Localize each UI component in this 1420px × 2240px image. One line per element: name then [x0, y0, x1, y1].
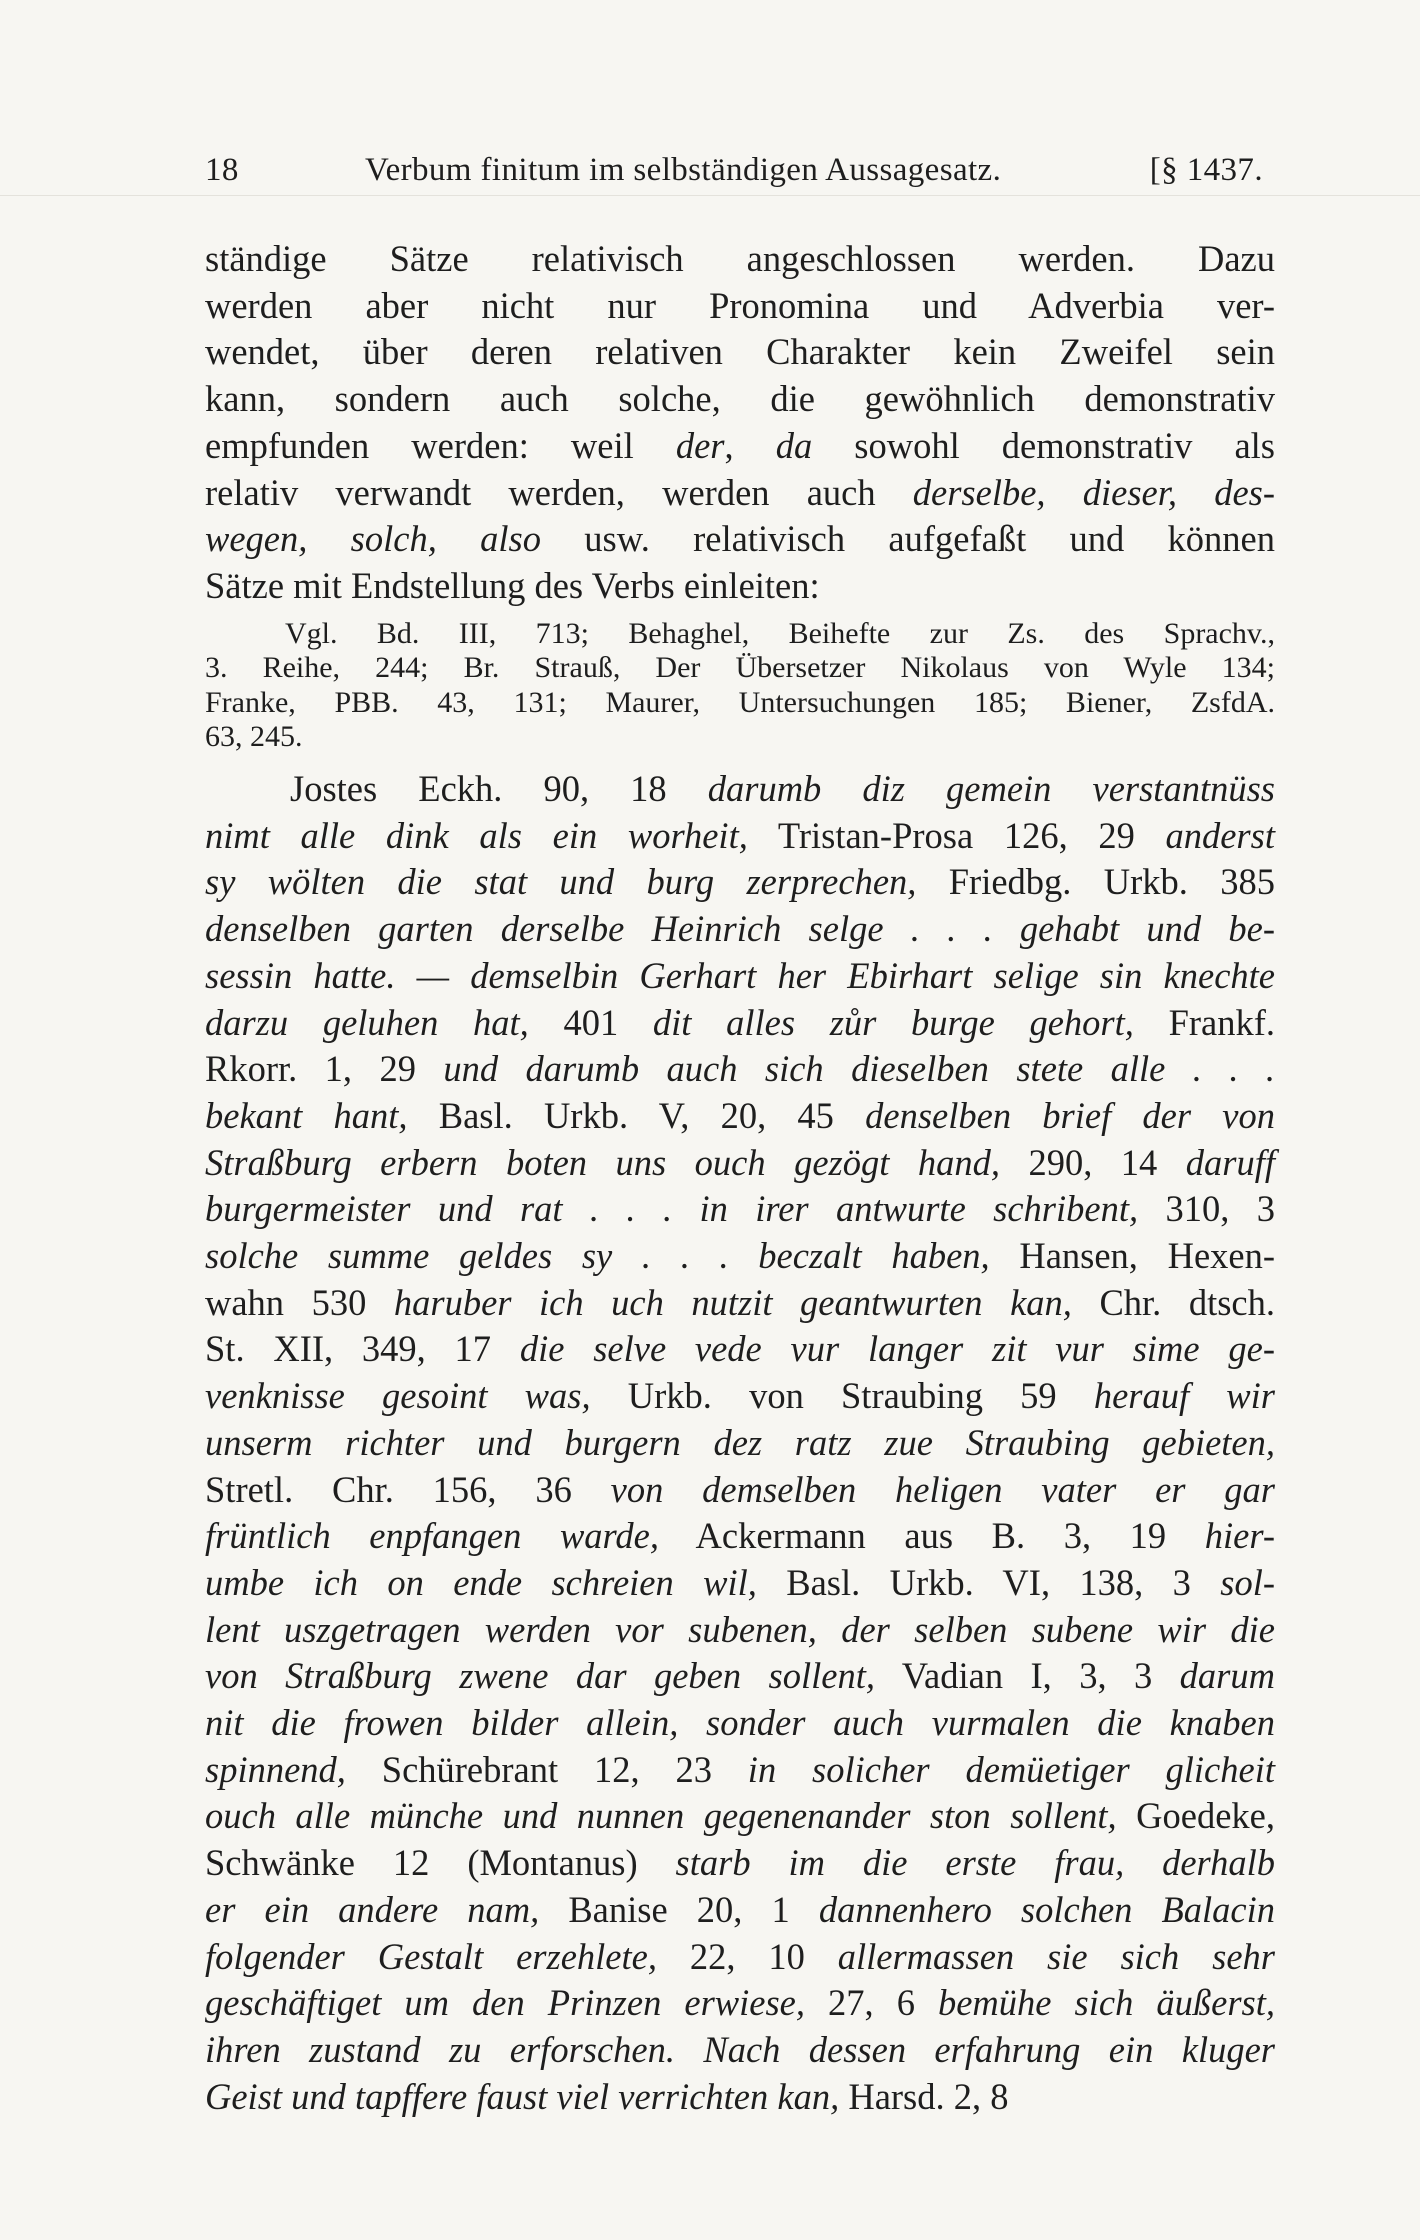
text-run: empfunden werden: weil [205, 424, 676, 466]
example-line [205, 1373, 1275, 1420]
italic-quotation: ihren zustand zu erforschen. Nach dessen erfahrung ein kluger [205, 2028, 1275, 2070]
italic-quotation: ouch alle münche und nunnen gegenenander ston sollent, [205, 1795, 1117, 1837]
page-number: 18 [205, 152, 239, 188]
reference-note [205, 617, 1275, 754]
text-run: Schürebrant 12, 23 [345, 1748, 748, 1790]
italic-quotation: sy wölten die stat und burg zerprechen, [205, 861, 917, 903]
italic-quotation: daruff [1185, 1141, 1276, 1183]
example-line [205, 2027, 1275, 2074]
italic-quotation: darumb diz gemein verstantnüss [707, 768, 1276, 809]
text-run: Frankf. [1133, 1001, 1276, 1043]
italic-quotation: darzu geluhen hat, [205, 1001, 529, 1043]
example-line [205, 813, 1275, 860]
text-run: Sätze mit Endstellung des Verbs einleiten: [205, 564, 820, 606]
example-line [205, 1513, 1275, 1560]
italic-quotation: bemühe sich äußerst, [937, 1982, 1275, 2024]
italic-quotation: allermassen sie sich sehr [837, 1935, 1276, 1977]
italic-quotation: bekant hant, [205, 1094, 408, 1136]
italic-quotation: spinnend, [205, 1748, 346, 1790]
example-line [205, 1186, 1275, 1233]
example-line [205, 1793, 1275, 1840]
example-line [205, 1140, 1275, 1187]
example-line [205, 1326, 1275, 1373]
text-run: 22, 10 [656, 1935, 838, 1977]
italic-quotation: geschäftiget um den Prinzen erwiese, [205, 1982, 805, 2024]
italic-quotation: anderst [1165, 814, 1275, 856]
text-run: 3. Reihe, 244; Br. Strauß, Der Übersetzer Nikolaus von Wyle 134; [205, 651, 1275, 685]
text-run: Tristan-Prosa 126, 29 [747, 814, 1166, 856]
page-header [205, 152, 1275, 196]
text-run: Basl. Urkb. V, 20, 45 [407, 1094, 866, 1136]
paragraph-line [205, 423, 1275, 470]
example-line [205, 1934, 1275, 1981]
text-run: kann, sondern auch solche, die gewöhnlich demonstrativ [205, 378, 1275, 420]
text-run: relativ verwandt werden, werden auch [205, 471, 913, 513]
italic-quotation: denselben brief der von [865, 1094, 1275, 1136]
example-line [205, 766, 1275, 813]
italic-quotation: derselbe, dieser, des- [912, 471, 1275, 513]
italic-quotation: nimt alle dink als ein worheit, [205, 814, 748, 856]
text-run: Vadian I, 3, 3 [874, 1655, 1180, 1697]
italic-quotation: umbe ich on ende schreien wil, [205, 1561, 757, 1603]
italic-quotation: venknisse gesoint was, [205, 1375, 591, 1417]
intro-paragraph [205, 236, 1275, 610]
text-run: Rkorr. 1, 29 [205, 1048, 444, 1090]
italic-quotation: herauf wir [1093, 1375, 1275, 1417]
example-line [205, 906, 1275, 953]
italic-quotation: dannenhero solchen Balacin [818, 1888, 1276, 1930]
paragraph-line [205, 283, 1275, 330]
header-rule [0, 195, 1420, 196]
italic-quotation: dit alles zůr burge gehort, [652, 1001, 1134, 1043]
italic-quotation: haruber ich uch nutzit geantwurten kan, [393, 1281, 1072, 1323]
italic-quotation: burgermeister und rat . . . in irer antwurte schribent, [205, 1188, 1139, 1230]
example-line [205, 1980, 1275, 2027]
reference-line [205, 617, 1275, 651]
italic-quotation: da [775, 424, 813, 466]
text-run: Harsd. 2, 8 [839, 2075, 1009, 2117]
italic-quotation: von Straßburg zwene dar geben sollent, [205, 1655, 875, 1697]
text-run: Chr. dtsch. [1071, 1281, 1276, 1323]
italic-quotation: darum [1179, 1655, 1275, 1697]
italic-quotation: sessin hatte. — demselbin Gerhart her Ebirhart selige sin knechte [205, 954, 1275, 996]
example-line [205, 1560, 1275, 1607]
italic-quotation: der [675, 424, 725, 466]
text-run: Franke, PBB. 43, 131; Maurer, Untersuchungen 185; Biener, ZsfdA. [205, 685, 1275, 719]
paragraph-line [205, 516, 1275, 563]
italic-quotation: früntlich enpfangen warde, [205, 1515, 659, 1557]
italic-quotation: starb im die erste frau, derhalb [675, 1842, 1275, 1884]
paragraph-line [205, 563, 1275, 610]
example-line [205, 1233, 1275, 1280]
italic-quotation: Geist und tapffere faust viel verrichten kan, [205, 2075, 840, 2117]
italic-quotation: die selve vede vur langer zit vur sime ge- [519, 1328, 1275, 1370]
text-run: Stretl. Chr. 156, 36 [205, 1468, 611, 1510]
text-run: usw. relativisch aufgefaßt und können [540, 518, 1275, 560]
paragraph-line [205, 329, 1275, 376]
text-run: Ackermann aus B. 3, 19 [658, 1515, 1205, 1557]
example-line [205, 1653, 1275, 1700]
text-run: wendet, über deren relativen Charakter kein Zweifel sein [205, 331, 1275, 373]
example-line [205, 1607, 1275, 1654]
text-run: , [724, 424, 776, 466]
text-run: sowohl demonstrativ als [812, 424, 1275, 466]
text-run: Basl. Urkb. VI, 138, 3 [756, 1561, 1221, 1603]
examples-paragraph [205, 766, 1275, 2120]
example-line [205, 1046, 1275, 1093]
text-run: Banise 20, 1 [539, 1888, 819, 1930]
italic-quotation: solche summe geldes sy . . . beczalt haben, [205, 1235, 990, 1277]
text-run: 310, 3 [1138, 1188, 1276, 1230]
italic-quotation: wegen, solch, also [205, 518, 541, 560]
text-run: wahn 530 [205, 1281, 394, 1323]
reference-line [205, 686, 1275, 720]
italic-quotation: denselben garten derselbe Heinrich selge . . . gehabt und be- [205, 908, 1275, 950]
reference-line [205, 720, 1275, 754]
example-line [205, 1840, 1275, 1887]
italic-quotation: sol- [1220, 1561, 1275, 1603]
text-run: Urkb. von Straubing 59 [590, 1375, 1094, 1417]
text-run: Jostes Eckh. 90, 18 [290, 768, 708, 809]
example-line [205, 1280, 1275, 1327]
italic-quotation: nit die frowen bilder allein, sonder auch vurmalen die knaben [205, 1702, 1275, 1744]
italic-quotation: unserm richter und burgern dez ratz zue Straubing gebieten, [205, 1421, 1275, 1463]
running-title: Verbum finitum im selbständigen Aussagesatz. [365, 152, 1002, 188]
section-marker: [§ 1437. [1149, 152, 1263, 188]
text-run: 290, 14 [999, 1141, 1186, 1183]
paragraph-line [205, 470, 1275, 517]
text-run: Friedbg. Urkb. 385 [916, 861, 1275, 903]
text-run: Vgl. Bd. III, 713; Behaghel, Beihefte zur Zs. des Sprachv., [285, 617, 1275, 650]
italic-quotation: hier- [1204, 1515, 1275, 1557]
text-run: Goedeke, [1116, 1795, 1275, 1837]
italic-quotation: Straßburg erbern boten uns ouch gezögt hand, [205, 1141, 1000, 1183]
example-line [205, 1093, 1275, 1140]
text-run: 27, 6 [805, 1982, 938, 2024]
example-line [205, 1887, 1275, 1934]
paragraph-line [205, 236, 1275, 283]
example-line [205, 1700, 1275, 1747]
text-run: 63, 245. [205, 719, 303, 753]
text-run: Hansen, Hexen- [989, 1235, 1276, 1277]
italic-quotation: von demselben heligen vater er gar [610, 1468, 1275, 1510]
text-run: 401 [528, 1001, 653, 1043]
italic-quotation: lent uszgetragen werden vor subenen, der selben subene wir die [205, 1608, 1275, 1650]
example-line [205, 2074, 1275, 2121]
reference-line [205, 651, 1275, 685]
example-line [205, 859, 1275, 906]
paragraph-line [205, 376, 1275, 423]
italic-quotation: in solicher demüetiger glicheit [747, 1748, 1275, 1790]
italic-quotation: folgender Gestalt erzehlete, [205, 1935, 657, 1977]
example-line [205, 1420, 1275, 1467]
example-line [205, 1467, 1275, 1514]
text-run: Schwänke 12 (Montanus) [205, 1842, 676, 1884]
text-run: St. XII, 349, 17 [205, 1328, 520, 1370]
italic-quotation: und darumb auch sich dieselben stete alle . . . [443, 1048, 1275, 1090]
text-run: ständige Sätze relativisch angeschlossen werden. Dazu [205, 238, 1275, 279]
example-line [205, 953, 1275, 1000]
example-line [205, 1000, 1275, 1047]
italic-quotation: er ein andere nam, [205, 1888, 540, 1930]
text-run: werden aber nicht nur Pronomina und Adverbia ver- [205, 284, 1275, 326]
example-line [205, 1747, 1275, 1794]
